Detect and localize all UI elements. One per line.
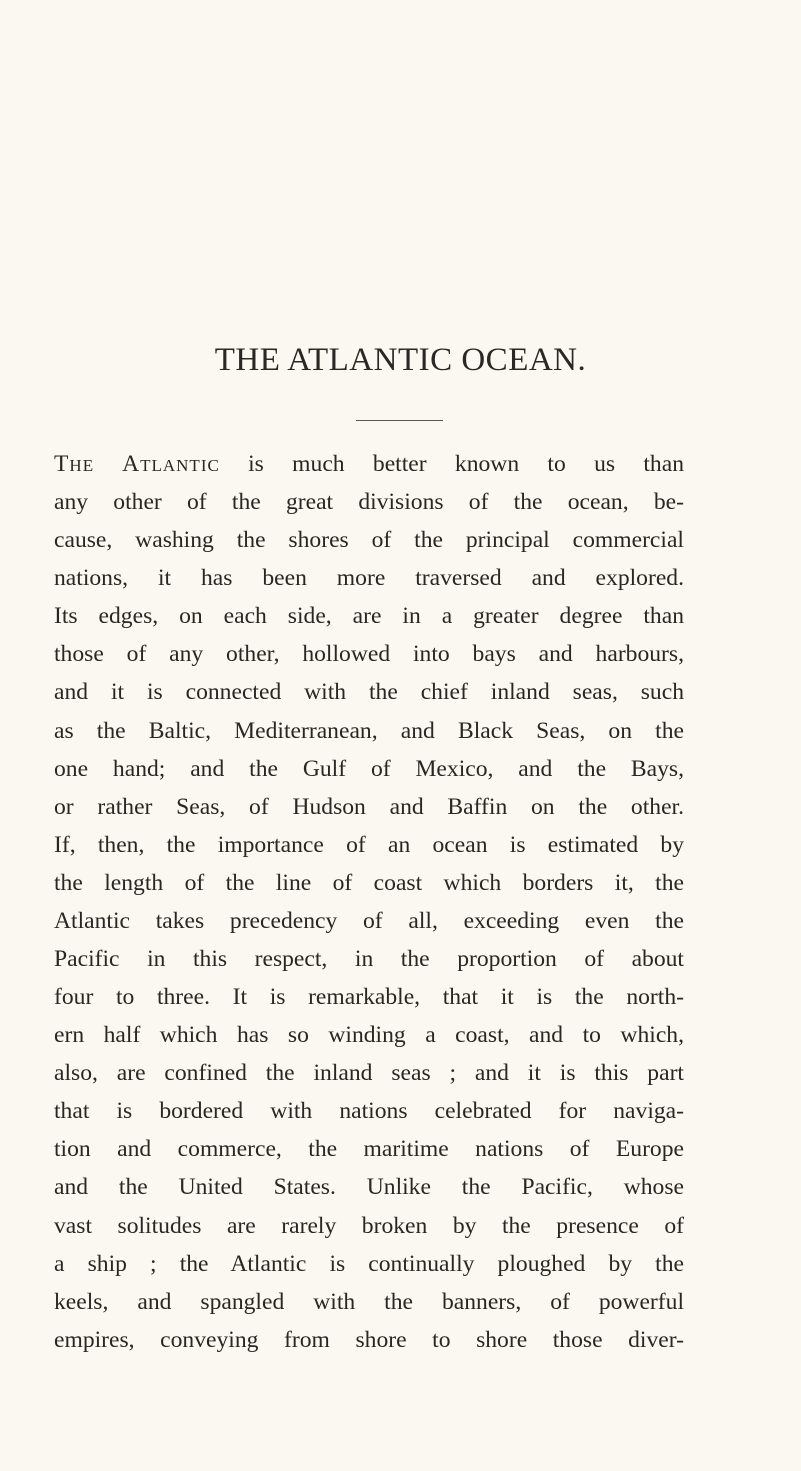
text-line-rest: is much better known to us than <box>219 451 684 477</box>
text-line: empires, conveying from shore to shore those diver- <box>54 1326 684 1353</box>
text-line: the length of the line of coast which borders it, the <box>54 869 684 896</box>
body-paragraph <box>54 445 684 1359</box>
chapter-title: THE ATLANTIC OCEAN. <box>214 342 587 378</box>
text-line: and it is connected with the chief inland seas, such <box>54 679 684 706</box>
text-line: ern half which has so winding a coast, and to which, <box>54 1022 684 1049</box>
text-line: vast solitudes are rarely broken by the presence of <box>54 1212 684 1239</box>
text-line: four to three. It is remarkable, that it is the north- <box>54 984 684 1011</box>
text-line: also, are confined the inland seas ; and it is this part <box>54 1060 684 1087</box>
text-line: any other of the great divisions of the ocean, be- <box>54 489 684 516</box>
lead-small-caps: The Atlantic <box>54 451 220 477</box>
text-line <box>54 445 684 483</box>
text-line: one hand; and the Gulf of Mexico, and the Bays, <box>54 755 684 782</box>
text-line: those of any other, hollowed into bays and harbours, <box>54 641 684 668</box>
text-line: Atlantic takes precedency of all, exceeding even the <box>54 907 684 934</box>
text-line: tion and commerce, the maritime nations of Europe <box>54 1136 684 1163</box>
text-line: keels, and spangled with the banners, of powerful <box>54 1288 684 1315</box>
text-line: cause, washing the shores of the principal commercial <box>54 527 684 554</box>
text-line: nations, it has been more traversed and explored. <box>54 565 684 592</box>
text-line: If, then, the importance of an ocean is estimated by <box>54 831 684 858</box>
text-line: Pacific in this respect, in the proportion of about <box>54 946 684 973</box>
title-divider <box>356 420 443 421</box>
text-line: a ship ; the Atlantic is continually ploughed by the <box>54 1250 684 1277</box>
text-line: and the United States. Unlike the Pacific, whose <box>54 1174 684 1201</box>
text-line: that is bordered with nations celebrated for naviga- <box>54 1098 684 1125</box>
text-line: or rather Seas, of Hudson and Baffin on the other. <box>54 793 684 820</box>
text-line: as the Baltic, Mediterranean, and Black Seas, on the <box>54 717 684 744</box>
text-line: Its edges, on each side, are in a greater degree than <box>54 603 684 630</box>
